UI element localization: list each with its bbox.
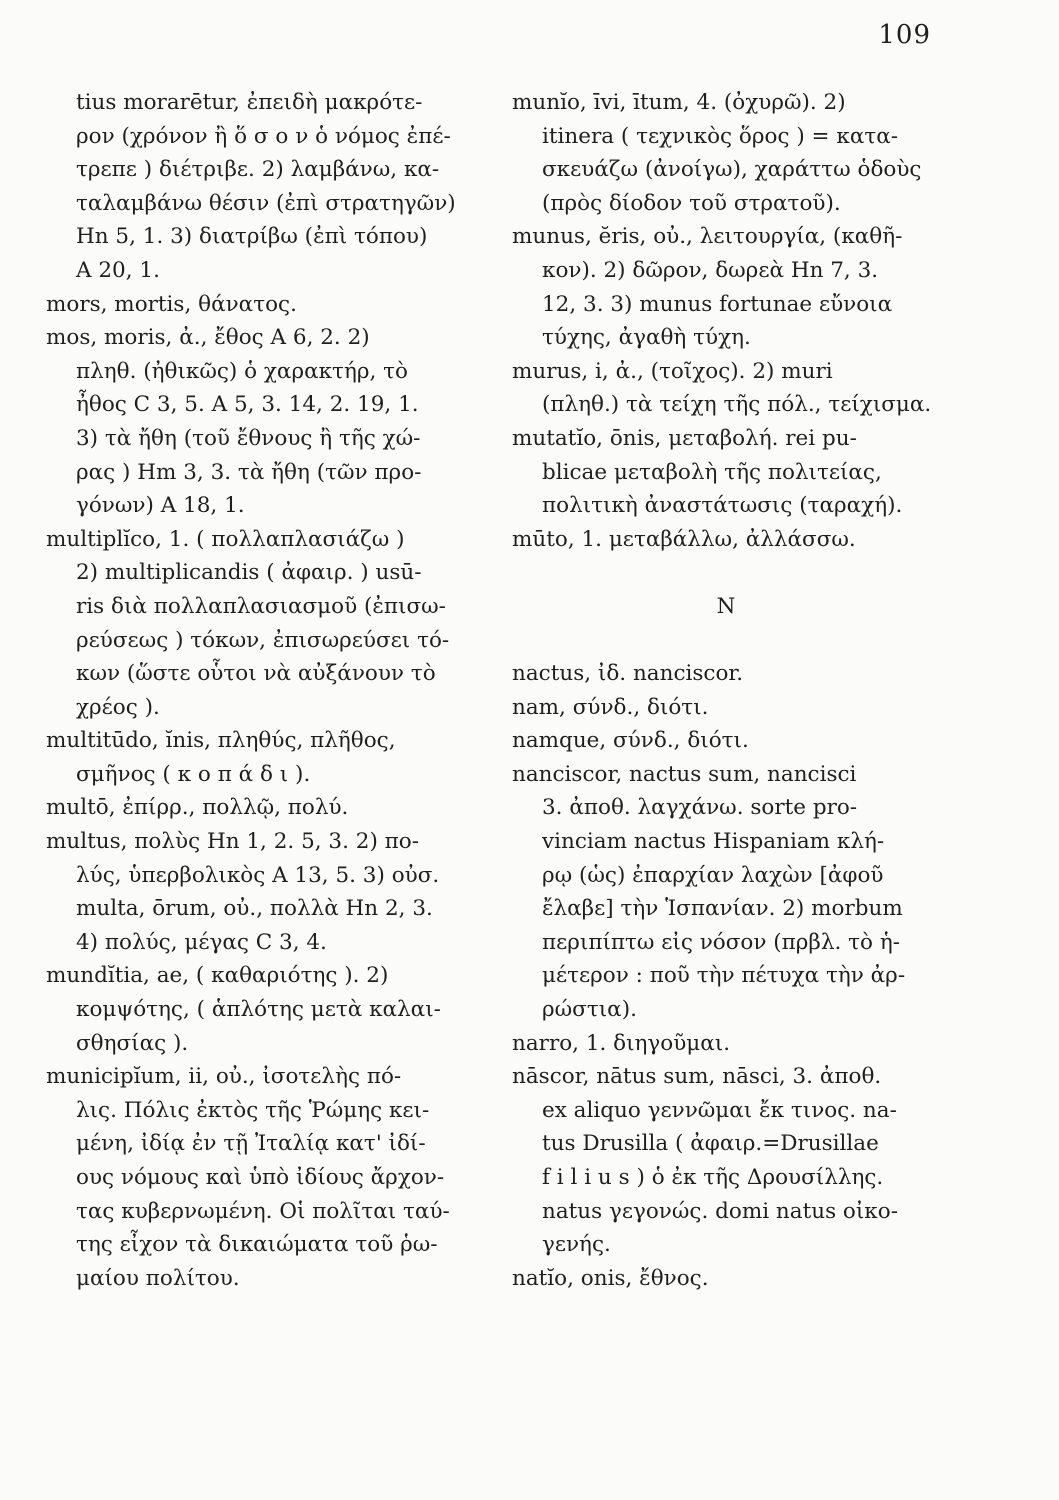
entry-continuation-line: ρον (χρόνον ἢ ὅ σ ο ν ὁ νόμος ἐπέ- — [76, 123, 451, 149]
entry-continuation-line: natus γεγονώς. domi natus οἰκο- — [542, 1198, 898, 1224]
entry-continuation-line: f i l i u s ) ὁ ἐκ τῆς Δρουσίλλης. — [542, 1165, 884, 1190]
entry-headword-line: natĭo, onis, ἔθνος. — [512, 1265, 709, 1291]
entry-continuation-line: ους νόμους καὶ ὑπὸ ἰδίους ἄρχον- — [76, 1165, 445, 1190]
entry-continuation-line: τρεπε ) διέτριβε. 2) λαμβάνω, κα- — [76, 157, 440, 183]
entry-headword-line: mundĭtia, ae, ( καθαριότης ). 2) — [46, 963, 389, 989]
entry-continuation-line: κων (ὥστε οὗτοι νὰ αὐξάνουν τὸ — [76, 661, 436, 687]
entry-headword-line: mutatĭo, ōnis, μεταβολή. rei pu- — [512, 425, 857, 451]
entry-continuation-line: blicae μεταβολὴ τῆς πολιτείας, — [542, 459, 882, 485]
entry-headword-line: nāscor, nātus sum, nāsci, 3. ἀποθ. — [512, 1064, 882, 1090]
entry-continuation-line: σμῆνος ( κ ο π ά δ ι ). — [76, 761, 311, 787]
entry-continuation-line: ris διὰ πολλαπλασιασμοῦ (ἐπισω- — [76, 593, 446, 619]
entry-continuation-line: λις. Πόλις ἐκτὸς τῆς Ῥώμης κει- — [76, 1097, 430, 1123]
right-column-entries-n — [512, 657, 940, 1295]
entry-continuation-line: χρέος ). — [76, 694, 160, 720]
entry-continuation-line: ἦθος C 3, 5. A 5, 3. 14, 2. 19, 1. — [76, 392, 419, 418]
entry-continuation-line: σθησίας ). — [76, 1030, 189, 1056]
entry-headword-line: nanciscor, nactus sum, nancisci — [512, 761, 857, 787]
entry-continuation-line: ρῳ (ὡς) ἐπαρχίαν λαχὼν [ἀφοῦ — [542, 862, 884, 888]
entry-headword-line: nam, σύνδ., διότι. — [512, 694, 709, 720]
entry-continuation-line: τύχης, ἀγαθὴ τύχη. — [542, 325, 751, 351]
entry-continuation-line: itinera ( τεχνικὸς ὅρος ) = κατα- — [542, 123, 899, 149]
entry-continuation-line: (πρὸς δίοδον τοῦ στρατοῦ). — [542, 190, 841, 216]
entry-continuation-line: πολιτικὴ ἀναστάτωσις (ταραχή). — [542, 493, 903, 519]
entry-continuation-line: γόνων) A 18, 1. — [76, 493, 245, 519]
spacer — [512, 556, 940, 590]
entry-headword-line: namque, σύνδ., διότι. — [512, 728, 749, 754]
entry-continuation-line: multa, ōrum, οὐ., πολλὰ Hn 2, 3. — [76, 896, 433, 922]
entry-headword-line: nactus, ἰδ. nanciscor. — [512, 661, 744, 687]
entry-continuation-line: πληθ. (ἠθικῶς) ὁ χαρακτήρ, τὸ — [76, 358, 408, 384]
entry-continuation-line: vinciam nactus Hispaniam κλή- — [542, 829, 885, 855]
right-column-entries-m — [512, 86, 940, 556]
entry-headword-line: narro, 1. διηγοῦμαι. — [512, 1030, 731, 1056]
entry-continuation-line: κον). 2) δῶρον, δωρεὰ Hn 7, 3. — [542, 257, 879, 283]
entry-continuation-line: Hn 5, 1. 3) διατρίβω (ἐπὶ τόπου) — [76, 224, 428, 250]
entry-headword-line: multō, ἐπίρρ., πολλῷ, πολύ. — [46, 795, 349, 821]
entry-headword-line: murus, i, ἀ., (τοῖχος). 2) muri — [512, 358, 833, 384]
entry-headword-line: mūto, 1. μεταβάλλω, ἀλλάσσω. — [512, 526, 856, 552]
spacer — [512, 624, 940, 658]
entry-headword-line: multus, πολὺς Hn 1, 2. 5, 3. 2) πο- — [46, 829, 420, 855]
entry-headword-line: multitūdo, ĭnis, πληθύς, πλῆθος, — [46, 728, 396, 754]
entry-headword-line: municipĭum, ii, οὐ., ἰσοτελὴς πό- — [46, 1064, 402, 1090]
entry-continuation-line: μέτερον : ποῦ τὴν πέτυχα τὴν ἀρ- — [542, 963, 906, 989]
entry-continuation-line: περιπίπτω εἰς νόσον (πρβλ. τὸ ἡ- — [542, 929, 900, 955]
entry-headword-line: munus, ĕris, οὐ., λειτουργία, (καθῆ- — [512, 224, 903, 250]
entry-headword-line: multiplĭco, 1. ( πολλαπλασιάζω ) — [46, 526, 405, 552]
entry-continuation-line: 2) multiplicandis ( ἀφαιρ. ) usū- — [76, 560, 422, 586]
entry-continuation-line: ex aliquo γεννῶμαι ἔκ τινος. na- — [542, 1097, 897, 1123]
entry-headword-line: mors, mortis, θάνατος. — [46, 291, 297, 317]
section-letter: N — [716, 593, 736, 619]
entry-continuation-line: ρώστια). — [542, 997, 637, 1023]
entry-continuation-line: A 20, 1. — [76, 257, 160, 283]
left-column — [46, 86, 474, 1295]
entry-continuation-line: σκευάζω (ἀνοίγω), χαράττω ὁδοὺς — [542, 157, 922, 183]
entry-continuation-line: μαίου πολίτου. — [76, 1265, 240, 1291]
entry-continuation-line: ρας ) Hm 3, 3. τὰ ἤθη (τῶν προ- — [76, 459, 422, 485]
entry-continuation-line: ἔλαβε] τὴν Ἱσπανίαν. 2) morbum — [542, 896, 903, 922]
right-column — [512, 86, 940, 1295]
entry-continuation-line: κομψότης, ( ἁπλότης μετὰ καλαι- — [76, 997, 441, 1023]
entry-continuation-line: της εἶχον τὰ δικαιώματα τοῦ ῥω- — [76, 1232, 438, 1258]
entry-continuation-line: tius morarētur, ἐπειδὴ μακρότε- — [76, 90, 423, 115]
page-number: 109 — [878, 20, 931, 50]
entry-continuation-line: μένη, ἰδίᾳ ἐν τῇ Ἰταλίᾳ κατ' ἰδί- — [76, 1131, 426, 1157]
entry-continuation-line: λύς, ὑπερβολικὸς A 13, 5. 3) οὐσ. — [76, 862, 440, 888]
entry-continuation-line: (πληθ.) τὰ τείχη τῆς πόλ., τείχισμα. — [542, 392, 932, 418]
entry-continuation-line: tus Drusilla ( ἀφαιρ.=Drusillae — [542, 1131, 879, 1157]
entry-continuation-line: ταλαμβάνω θέσιν (ἐπὶ στρατηγῶν) — [76, 190, 456, 216]
entry-continuation-line: 3. ἀποθ. λαγχάνω. sorte pro- — [542, 795, 858, 821]
entry-continuation-line: 12, 3. 3) munus fortunae εὔνοια — [542, 291, 893, 317]
entry-continuation-line: 4) πολύς, μέγας C 3, 4. — [76, 929, 327, 955]
entry-headword-line: munĭo, īvi, ītum, 4. (ὀχυρῶ). 2) — [512, 90, 846, 115]
entry-continuation-line: τας κυβερνωμένη. Οἱ πολῖται ταύ- — [76, 1198, 450, 1224]
entry-continuation-line: 3) τὰ ἤθη (τοῦ ἔθνους ἢ τῆς χώ- — [76, 425, 421, 451]
entry-headword-line: mos, moris, ἀ., ἔθος A 6, 2. 2) — [46, 325, 370, 351]
entry-continuation-line: γενής. — [542, 1232, 611, 1258]
entry-continuation-line: ρεύσεως ) τόκων, ἐπισωρεύσει τό- — [76, 627, 450, 653]
